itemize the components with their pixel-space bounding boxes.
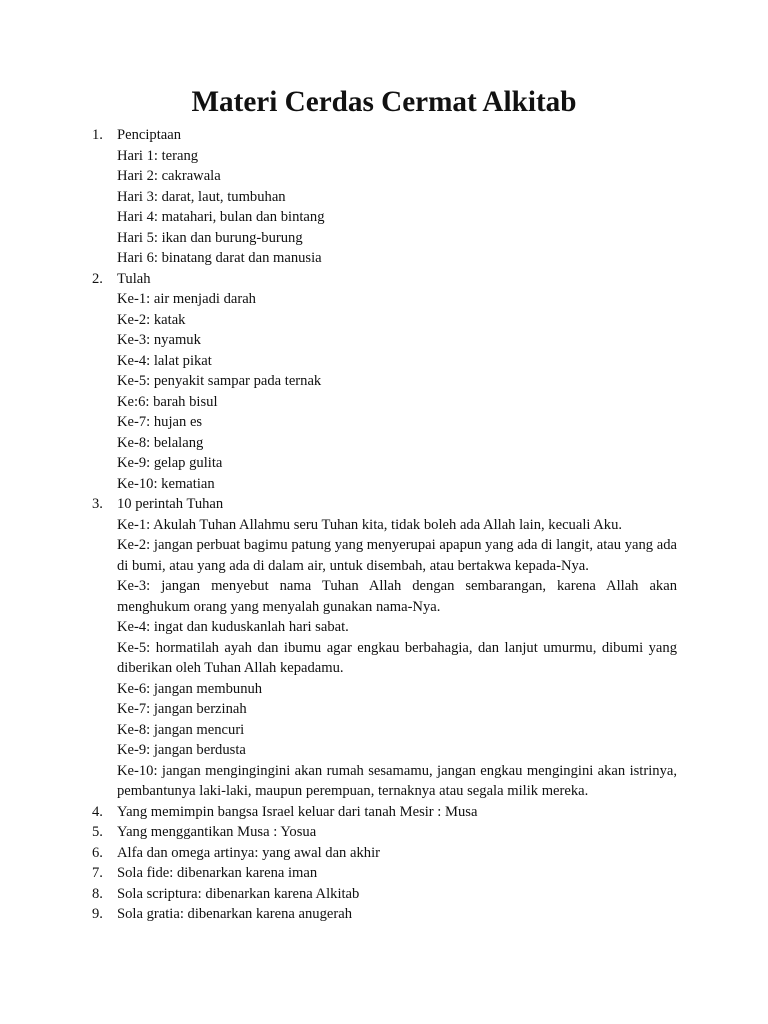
list-subline: Hari 6: binatang darat dan manusia xyxy=(117,250,322,266)
list-heading: Alfa dan omega artinya: yang awal dan akhir xyxy=(117,844,380,861)
list-item xyxy=(92,904,677,925)
list-heading: Sola fide: dibenarkan karena iman xyxy=(117,865,318,881)
list-heading: Sola scriptura: dibenarkan karena Alkitab xyxy=(117,885,360,902)
list-number: 4. xyxy=(92,803,103,820)
list-subline: Ke:6: barah bisul xyxy=(117,393,218,410)
list-number: 9. xyxy=(92,906,103,922)
list-item xyxy=(92,125,677,269)
document-title: Materi Cerdas Cermat Alkitab xyxy=(191,86,577,118)
list-subline: Ke-5: penyakit sampar pada ternak xyxy=(117,373,322,389)
list-subline: Ke-8: jangan mencuri xyxy=(117,721,245,738)
list-item xyxy=(92,494,677,802)
list-subline: Ke-4: ingat dan kuduskanlah hari sabat. xyxy=(117,619,349,635)
list-subline: Hari 5: ikan dan burung-burung xyxy=(117,229,303,246)
list-subline: Ke-2: jangan perbuat bagimu patung yang menyerupai apapun yang ada di langit, atau yang ada di bumi, atau yang ada di dalam air, untuk disembah, atau bertakwa kepada-Nya. xyxy=(117,537,677,574)
list-heading: Yang menggantikan Musa : Yosua xyxy=(117,824,317,840)
list-subline: Hari 3: darat, laut, tumbuhan xyxy=(117,188,286,205)
list-subline: Ke-2: katak xyxy=(117,311,186,328)
list-item xyxy=(92,843,677,864)
list-item xyxy=(92,863,677,884)
list-number: 8. xyxy=(92,885,103,902)
list-heading: 10 perintah Tuhan xyxy=(117,496,224,512)
list-subline: Ke-5: hormatilah ayah dan ibumu agar engkau berbahagia, dan lanjut umurmu, dibumi yang diberikan oleh Tuhan Allah kepadamu. xyxy=(117,639,677,676)
list-heading: Tulah xyxy=(117,270,151,287)
list-subline: Ke-3: nyamuk xyxy=(117,332,201,348)
list-subline: Ke-4: lalat pikat xyxy=(117,352,212,369)
list-subline: Hari 4: matahari, bulan dan bintang xyxy=(117,209,325,225)
list-subline: Ke-1: Akulah Tuhan Allahmu seru Tuhan kita, tidak boleh ada Allah lain, kecuali Aku. xyxy=(117,516,623,533)
list-subline: Ke-1: air menjadi darah xyxy=(117,291,256,307)
list-number: 3. xyxy=(92,496,103,512)
list-subline: Hari 2: cakrawala xyxy=(117,168,221,184)
list-subline: Ke-10: kematian xyxy=(117,475,215,492)
list-heading: Sola gratia: dibenarkan karena anugerah xyxy=(117,906,353,922)
list-subline: Ke-10: jangan mengingingini akan rumah sesamamu, jangan engkau mengingini akan istrinya, pembantunya laki-laki, maupun perempuan, ternaknya atau segala milik mereka. xyxy=(117,762,677,799)
list-subline: Hari 1: terang xyxy=(117,147,199,164)
list-item xyxy=(92,269,677,495)
list-number: 7. xyxy=(92,865,103,881)
list-item xyxy=(92,884,677,905)
list-number: 1. xyxy=(92,127,103,143)
list-subline: Ke-8: belalang xyxy=(117,434,204,451)
list-subline: Ke-7: hujan es xyxy=(117,414,203,430)
list-item xyxy=(92,802,677,823)
list-subline: Ke-6: jangan membunuh xyxy=(117,680,263,697)
list-subline: Ke-7: jangan berzinah xyxy=(117,701,247,717)
numbered-list xyxy=(92,125,677,925)
list-heading: Yang memimpin bangsa Israel keluar dari tanah Mesir : Musa xyxy=(117,803,478,820)
list-item xyxy=(92,822,677,843)
list-heading: Penciptaan xyxy=(117,127,182,143)
list-subline: Ke-9: gelap gulita xyxy=(117,455,223,471)
list-number: 6. xyxy=(92,844,103,861)
list-subline: Ke-3: jangan menyebut nama Tuhan Allah dengan sembarangan, karena Allah akan menghukum orang yang menyalah gunakan nama-Nya. xyxy=(117,578,677,615)
list-number: 2. xyxy=(92,270,103,287)
list-number: 5. xyxy=(92,824,103,840)
list-subline: Ke-9: jangan berdusta xyxy=(117,742,246,758)
